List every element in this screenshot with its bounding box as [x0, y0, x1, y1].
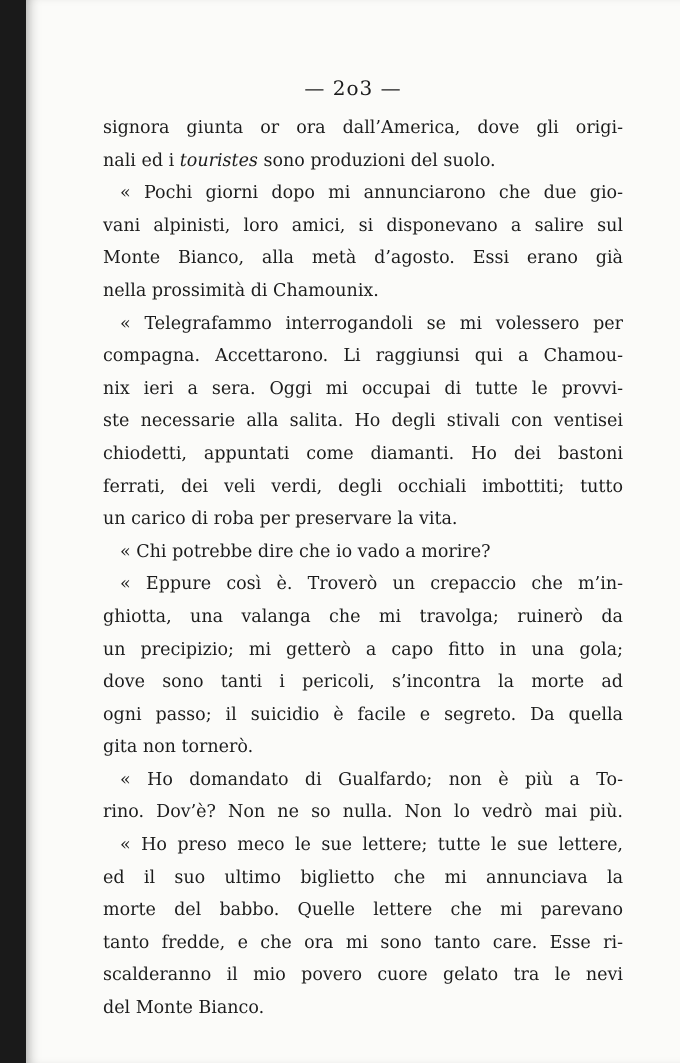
text-line: tanto fredde, e che ora mi sono tanto care. Esse ri-	[103, 932, 623, 953]
text-line: ghiotta, una valanga che mi travolga; ruinerò da	[103, 606, 623, 627]
text-line: chiodetti, appuntati come diamanti. Ho dei bastoni	[103, 443, 623, 464]
book-page	[26, 0, 680, 1063]
page-text	[103, 112, 623, 1025]
text-line: ogni passo; il suicidio è facile e segreto. Da quella	[103, 704, 623, 725]
text-line: nix ieri a sera. Oggi mi occupai di tutte le provvi-	[103, 378, 623, 399]
text-line: gita non tornerò.	[103, 737, 254, 758]
text-line: ferrati, dei veli verdi, degli occhiali imbottiti; tutto	[103, 476, 623, 497]
text-line: compagna. Accettarono. Li raggiunsi qui a Chamou-	[103, 346, 623, 367]
text-line: dove sono tanti i pericoli, s’incontra la morte ad	[103, 672, 623, 693]
text-line: ste necessarie alla salita. Ho degli stivali con ventisei	[103, 411, 623, 432]
page-number: — 2o3 —	[304, 76, 402, 100]
text-line: « Ho domandato di Gualfardo; non è più a To-	[120, 769, 623, 790]
text-segment: nali ed i	[103, 150, 180, 171]
italic-word: touristes	[179, 150, 258, 171]
text-segment: sono produzioni del suolo.	[257, 150, 496, 171]
text-line: morte del babbo. Quelle lettere che mi parevano	[103, 900, 623, 921]
text-line: « Pochi giorni dopo mi annunciarono che due gio-	[120, 183, 623, 204]
text-line: « Ho preso meco le sue lettere; tutte le sue lettere,	[120, 835, 623, 856]
text-line	[103, 145, 623, 178]
text-line: Monte Bianco, alla metà d’agosto. Essi erano già	[103, 248, 623, 269]
text-line: rino. Dov’è? Non ne so nulla. Non lo vedrò mai più.	[103, 802, 623, 823]
text-line: ed il suo ultimo biglietto che mi annunciava la	[103, 867, 623, 888]
text-line: nella prossimità di Chamounix.	[103, 280, 379, 301]
text-line: « Eppure così è. Troverò un crepaccio che m’in-	[120, 574, 623, 595]
text-line: « Telegrafammo interrogandoli se mi volessero per	[120, 313, 623, 334]
text-line: « Chi potrebbe dire che io vado a morire?	[120, 541, 491, 562]
text-line: signora giunta or ora dall’America, dove gli origi-	[103, 118, 623, 138]
text-line: scalderanno il mio povero cuore gelato tra le nevi	[103, 965, 623, 986]
text-line: del Monte Bianco.	[103, 998, 265, 1019]
text-line: un carico di roba per preservare la vita.	[103, 509, 458, 530]
text-line: vani alpinisti, loro amici, si disponevano a salire sul	[103, 215, 623, 236]
text-line: un precipizio; mi getterò a capo fitto in una gola;	[103, 639, 623, 660]
